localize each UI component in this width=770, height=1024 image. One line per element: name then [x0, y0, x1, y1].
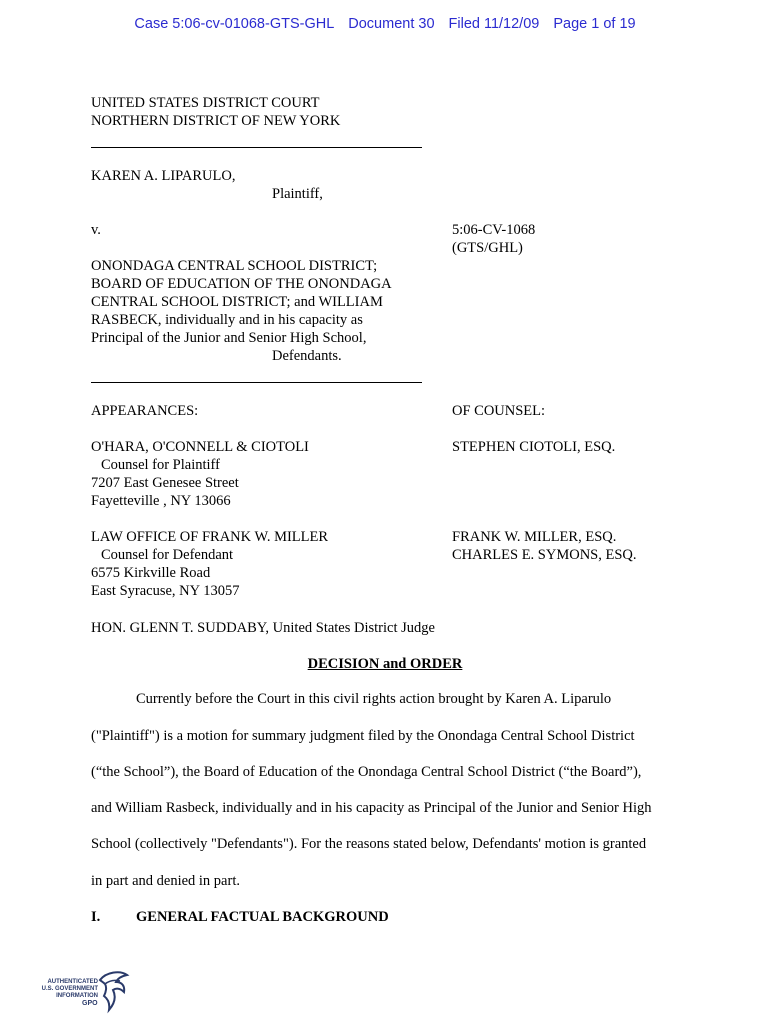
body-line: in part and denied in part. — [91, 873, 240, 889]
defendant-line: Principal of the Junior and Senior High School, — [91, 330, 367, 346]
defendant-line: CENTRAL SCHOOL DISTRICT; and WILLIAM — [91, 294, 383, 310]
logo-text: AUTHENTICATED U.S. GOVERNMENT INFORMATION — [41, 979, 98, 999]
body-line: School (collectively "Defendants"). For the reasons stated below, Defendants' motion is granted — [91, 836, 647, 852]
page-number: Page 1 of 19 — [553, 16, 636, 32]
defendants-role: Defendants. — [272, 348, 342, 364]
versus: v. — [91, 222, 101, 238]
plaintiff-counsel: STEPHEN CIOTOLI, ESQ. — [452, 439, 616, 455]
gpo-authentication-logo — [40, 970, 132, 1016]
plaintiff-firm-role: Counsel for Plaintiff — [101, 457, 220, 473]
decision-title: DECISION and ORDER — [307, 656, 463, 672]
judge-line: HON. GLENN T. SUDDABY, United States District Judge — [91, 620, 435, 636]
caption-bottom-rule — [91, 382, 422, 383]
eagle-icon — [96, 970, 130, 1014]
body-line: and William Rasbeck, individually and in his capacity as Principal of the Junior and Senior High — [91, 800, 652, 816]
caption-top-rule — [91, 147, 422, 148]
defendant-firm-name: LAW OFFICE OF FRANK W. MILLER — [91, 529, 329, 545]
defendant-firm-city: East Syracuse, NY 13057 — [91, 583, 240, 599]
case-number-caption: 5:06-CV-1068 — [452, 222, 536, 238]
body-line: Currently before the Court in this civil rights action brought by Karen A. Liparulo — [136, 691, 612, 707]
body-line: ("Plaintiff") is a motion for summary judgment filed by the Onondaga Central School District — [91, 728, 635, 744]
section-number: I. — [91, 909, 101, 925]
judge-initials: (GTS/GHL) — [452, 240, 523, 256]
plaintiff-name: KAREN A. LIPARULO, — [91, 168, 236, 184]
defendant-counsel: CHARLES E. SYMONS, ESQ. — [452, 547, 637, 563]
plaintiff-role: Plaintiff, — [272, 186, 323, 202]
defendant-firm-role: Counsel for Defendant — [101, 547, 234, 563]
docket-header — [0, 16, 770, 32]
case-number: Case 5:06-cv-01068-GTS-GHL — [134, 16, 335, 32]
defendant-line: BOARD OF EDUCATION OF THE ONONDAGA — [91, 276, 392, 292]
filed-date: Filed 11/12/09 — [448, 16, 540, 32]
court-name-line2: NORTHERN DISTRICT OF NEW YORK — [91, 113, 341, 129]
appearances-heading: APPEARANCES: — [91, 403, 199, 419]
plaintiff-firm-city: Fayetteville , NY 13066 — [91, 493, 231, 509]
plaintiff-firm-street: 7207 East Genesee Street — [91, 475, 239, 491]
body-line: (“the School”), the Board of Education of the Onondaga Central School District (“the Board”), — [91, 764, 642, 780]
defendant-firm-street: 6575 Kirkville Road — [91, 565, 211, 581]
of-counsel-heading: OF COUNSEL: — [452, 403, 546, 419]
document-number: Document 30 — [348, 16, 435, 32]
defendant-line: RASBECK, individually and in his capacity as — [91, 312, 363, 328]
plaintiff-firm-name: O'HARA, O'CONNELL & CIOTOLI — [91, 439, 309, 455]
court-name-line1: UNITED STATES DISTRICT COURT — [91, 95, 320, 111]
defendant-line: ONONDAGA CENTRAL SCHOOL DISTRICT; — [91, 258, 378, 274]
section-title: GENERAL FACTUAL BACKGROUND — [136, 909, 389, 925]
logo-label: GPO — [82, 1000, 98, 1007]
defendant-counsel: FRANK W. MILLER, ESQ. — [452, 529, 617, 545]
